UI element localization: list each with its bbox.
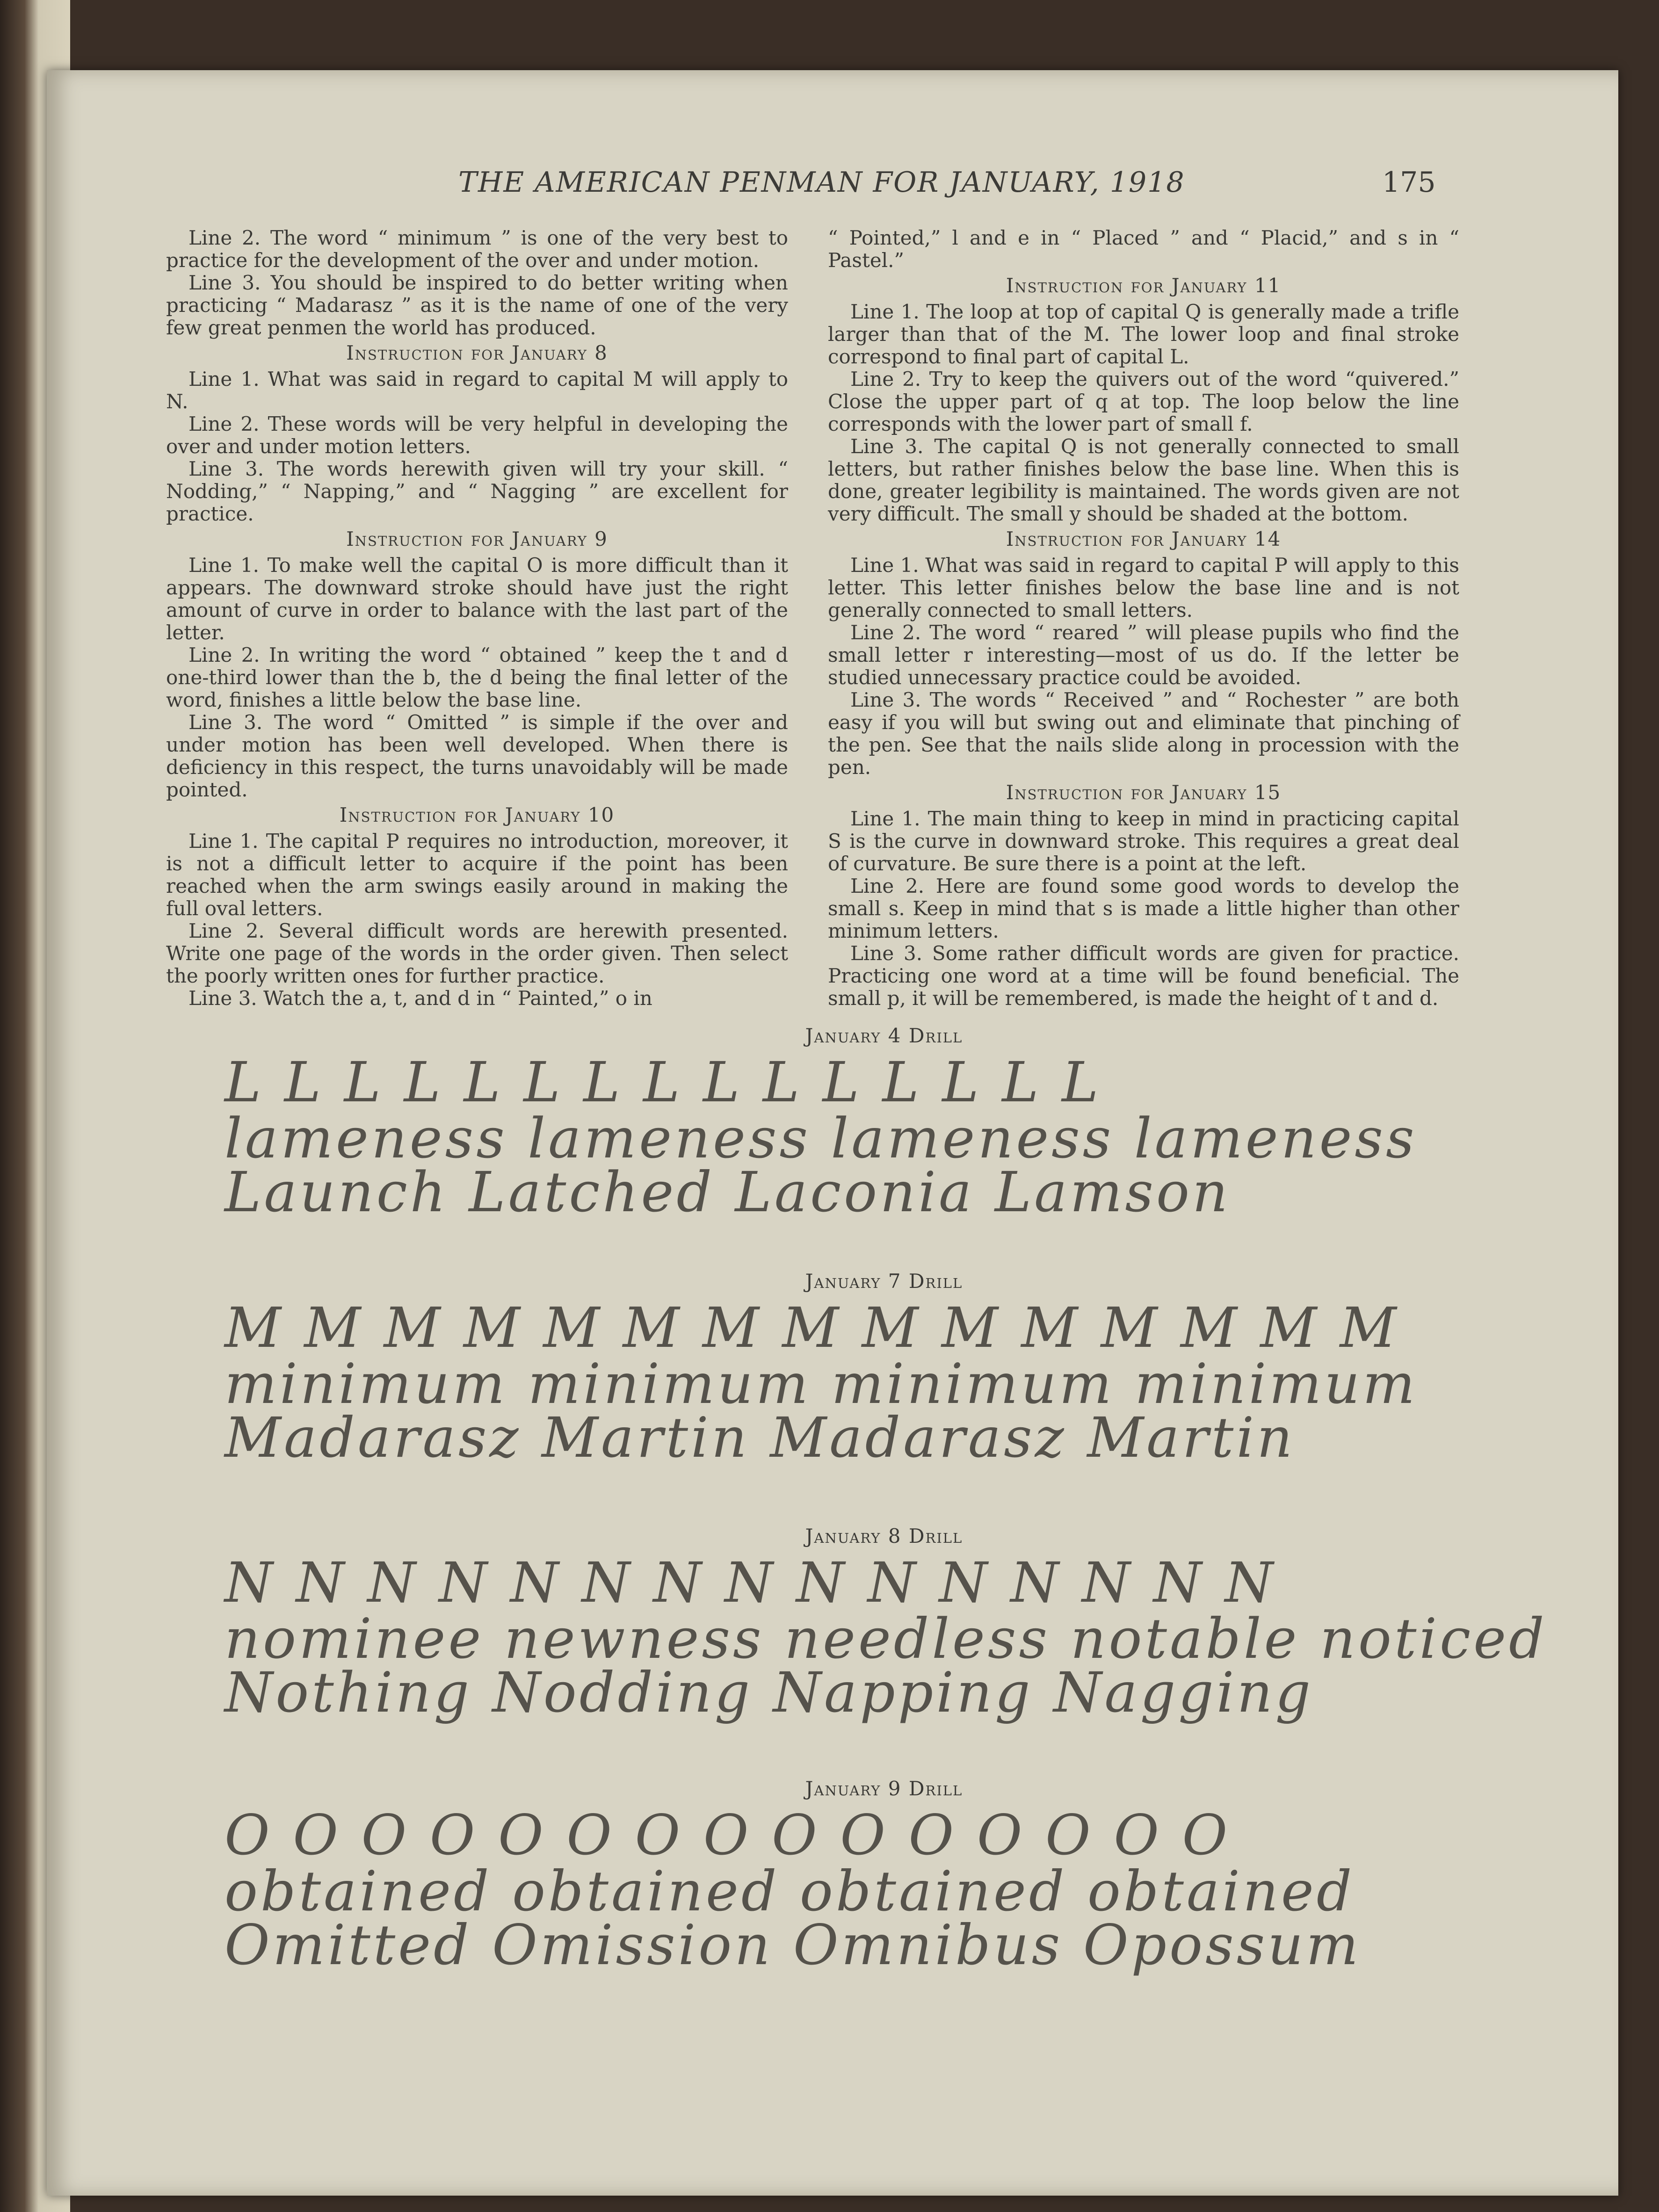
section-heading: Instruction for January 8 [346, 341, 608, 364]
script-drill-line: nominee newness needless notable noticed [225, 1606, 1547, 1671]
paragraph: Line 1. The capital P requires no introduction, moreover, it is not a difficult letter to acquire if the point has been reached when the arm swings easily around in making the full oval letters. [166, 830, 788, 920]
paragraph: Line 1. The main thing to keep in mind in practicing capital S is the curve in downward stroke. This requires a great deal of curvature. Be sure there is a point at the left. [828, 807, 1459, 875]
paragraph: Line 3. The word “ Omitted ” is simple if the over and under motion has been well developed. When there is deficiency in this respect, the turns unavoidably will be made pointed. [166, 711, 788, 801]
running-title: THE AMERICAN PENMAN FOR JANUARY, 1918 [458, 166, 1185, 199]
paragraph: Line 1. What was said in regard to capital M will apply to N. [166, 368, 788, 413]
script-drill-line: Omitted Omission Omnibus Opossum [225, 1913, 1362, 1977]
drill-title: January 8 Drill [805, 1525, 963, 1547]
paragraph: Line 1. What was said in regard to capital P will apply to this letter. This letter finishes below the base line and is not generally connected to small letters. [828, 554, 1459, 622]
paragraph: Line 2. The word “ reared ” will please pupils who find the small letter r interesting—most of us do. If the letter be studied unnecessary practice could be avoided. [828, 621, 1459, 689]
page-header [47, 166, 1618, 199]
right-column [828, 227, 1459, 1010]
script-drill-line: M M M M M M M M M M M M M M M [225, 1295, 1399, 1360]
paragraph: Line 2. The word “ minimum ” is one of the very best to practice for the development of the over and under motion. [166, 226, 788, 272]
section-heading: Instruction for January 10 [339, 803, 615, 826]
script-drill-line: lameness lameness lameness lameness [225, 1106, 1417, 1171]
script-drill-line: Nothing Nodding Napping Nagging [225, 1660, 1314, 1725]
section-heading: Instruction for January 15 [1006, 781, 1282, 804]
paragraph: Line 3. You should be inspired to do better writing when practicing “ Madarasz ” as it is the name of one of the very few great penmen the world has produced. [166, 271, 788, 339]
script-drill-line: O O O O O O O O O O O O O O O [225, 1803, 1231, 1867]
paragraph: Line 1. The loop at top of capital Q is generally made a trifle larger than that of the M. The lower loop and final stroke correspond to final part of capital L. [828, 300, 1459, 368]
left-column [166, 227, 788, 1010]
script-drill-line: L L L L L L L L L L L L L L L [225, 1050, 1101, 1114]
paragraph: Line 3. Some rather difficult words are given for practice. Practicing one word at a time will be found beneficial. The small p, it will be remembered, is made the height of t and d. [828, 942, 1459, 1010]
drill-title: January 9 Drill [805, 1777, 963, 1800]
paragraph: Line 2. Here are found some good words to develop the small s. Keep in mind that s is made a little higher than other minimum letters. [828, 875, 1459, 942]
script-drill-line: N N N N N N N N N N N N N N N [225, 1550, 1276, 1615]
script-drill-line: Launch Latched Laconia Lamson [225, 1160, 1231, 1224]
paragraph: “ Pointed,” l and e in “ Placed ” and “ Placid,” and s in “ Pastel.” [828, 226, 1459, 272]
paragraph: Line 2. These words will be very helpful in developing the over and under motion letters. [166, 412, 788, 458]
paragraph: Line 2. Try to keep the quivers out of the word “quivered.” Close the upper part of q at top. The loop below the line corresponds with the lower part of small f. [828, 368, 1459, 435]
paragraph: Line 3. Watch the a, t, and d in “ Painted,” o in [188, 987, 652, 1010]
drill-title: January 4 Drill [805, 1024, 963, 1047]
section-heading: Instruction for January 9 [346, 528, 608, 550]
script-drill-line: obtained obtained obtained obtained [225, 1859, 1355, 1923]
paragraph: Line 2. Several difficult words are herewith presented. Write one page of the words in the order given. Then select the poorly written ones for further practice. [166, 919, 788, 987]
paragraph: Line 3. The capital Q is not generally connected to small letters, but rather finishes below the base line. When this is done, greater legibility is maintained. The words given are not very difficult. The small y should be shaded at the bottom. [828, 435, 1459, 525]
paragraph: Line 3. The words herewith given will try your skill. “ Nodding,” “ Napping,” and “ Nagging ” are excellent for practice. [166, 457, 788, 525]
drill-title: January 7 Drill [805, 1270, 963, 1293]
paragraph: Line 1. To make well the capital O is more difficult than it appears. The downward stroke should have just the right amount of curve in order to balance with the last part of the letter. [166, 554, 788, 644]
script-drill-line: minimum minimum minimum minimum [225, 1352, 1418, 1416]
paragraph: Line 3. The words “ Received ” and “ Rochester ” are both easy if you will but swing out and eliminate that pinching of the pen. See that the nails slide along in procession with the pen. [828, 688, 1459, 779]
script-drill-line: Madarasz Martin Madarasz Martin [225, 1405, 1296, 1470]
section-heading: Instruction for January 11 [1006, 274, 1282, 297]
page [47, 70, 1618, 2196]
section-heading: Instruction for January 14 [1006, 528, 1282, 550]
page-number: 175 [1382, 166, 1436, 199]
paragraph: Line 2. In writing the word “ obtained ” keep the t and d one-third lower than the b, the d being the final letter of the word, finishes a little below the base line. [166, 643, 788, 711]
